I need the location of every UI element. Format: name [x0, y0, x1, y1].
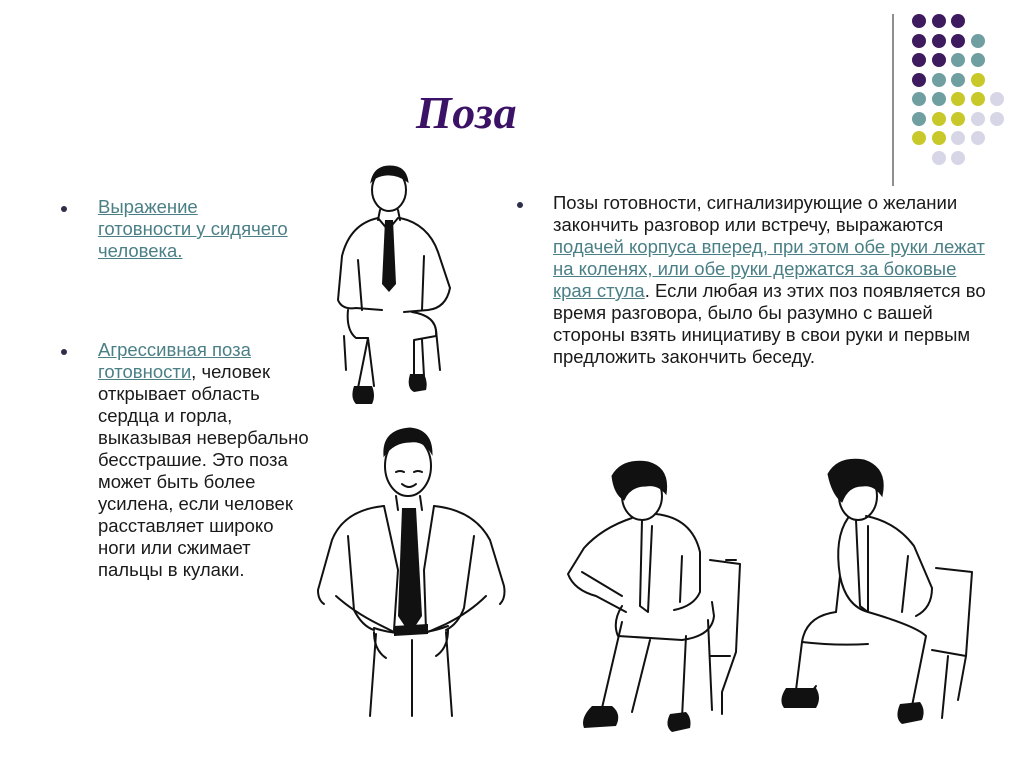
decorative-dot	[971, 53, 985, 67]
standing-man-illustration	[314, 420, 510, 720]
decorative-dot	[951, 14, 965, 28]
list-item-closing-poses	[553, 192, 993, 368]
decorative-dot	[971, 92, 985, 106]
decorative-dot	[932, 112, 946, 126]
decorative-dot	[932, 131, 946, 145]
decorative-dot	[912, 34, 926, 48]
decorative-dot	[932, 14, 946, 28]
seated-man-illustration	[328, 160, 462, 422]
decorative-dot	[951, 34, 965, 48]
decorative-dot	[932, 73, 946, 87]
decorative-dot	[971, 73, 985, 87]
closing-poses-intro: Позы готовности, сигнализирующие о желании закончить разговор или встречу, выражаются	[553, 192, 958, 235]
decorative-dot	[951, 112, 965, 126]
list-item-seated-readiness	[98, 196, 288, 262]
decorative-dot	[951, 151, 965, 165]
decorative-dot	[951, 73, 965, 87]
bullet-icon	[517, 202, 523, 208]
decorative-dot	[971, 34, 985, 48]
divider-line	[892, 14, 894, 186]
decorative-dot	[912, 73, 926, 87]
closing-poses-advice: . Если любая из этих поз появляется во время разговора, было бы разумно с вашей стороны взять инициативу в свои руки и первым предложить закончить беседу.	[553, 280, 986, 367]
bullet-icon	[61, 206, 67, 212]
decorative-dot	[932, 53, 946, 67]
decorative-dot	[971, 131, 985, 145]
decorative-dot	[912, 53, 926, 67]
decorative-dot	[912, 92, 926, 106]
decorative-dot	[951, 53, 965, 67]
leaning-seated-man-1-illustration	[562, 456, 752, 746]
link-seated-readiness[interactable]: Выражение готовности у сидячего человека.	[98, 196, 288, 261]
decorative-dot	[932, 92, 946, 106]
decorative-dot	[912, 14, 926, 28]
decorative-dot	[990, 92, 1004, 106]
decorative-dot	[971, 112, 985, 126]
bullet-icon	[61, 349, 67, 355]
decorative-dot	[912, 131, 926, 145]
decorative-dot	[932, 34, 946, 48]
decorative-dot	[951, 92, 965, 106]
decorative-dot	[912, 112, 926, 126]
decorative-dot	[951, 131, 965, 145]
aggressive-pose-description: , человек открывает область сердца и горла, выказывая невербально бесстрашие. Это поза может быть более усилена, если человек расставляет широко ноги или сжимает пальцы в кулаки.	[98, 361, 309, 580]
leaning-seated-man-2-illustration	[776, 456, 978, 746]
link-closing-pose-description[interactable]: подачей корпуса вперед, при этом обе руки лежат на коленях, или обе руки держатся за боковые края стула	[553, 236, 985, 301]
decorative-dot	[990, 112, 1004, 126]
slide-title: Поза	[416, 87, 518, 138]
decorative-dot	[932, 151, 946, 165]
list-item-aggressive-pose	[98, 339, 310, 581]
link-aggressive-pose[interactable]: Агрессивная поза готовности	[98, 339, 251, 382]
